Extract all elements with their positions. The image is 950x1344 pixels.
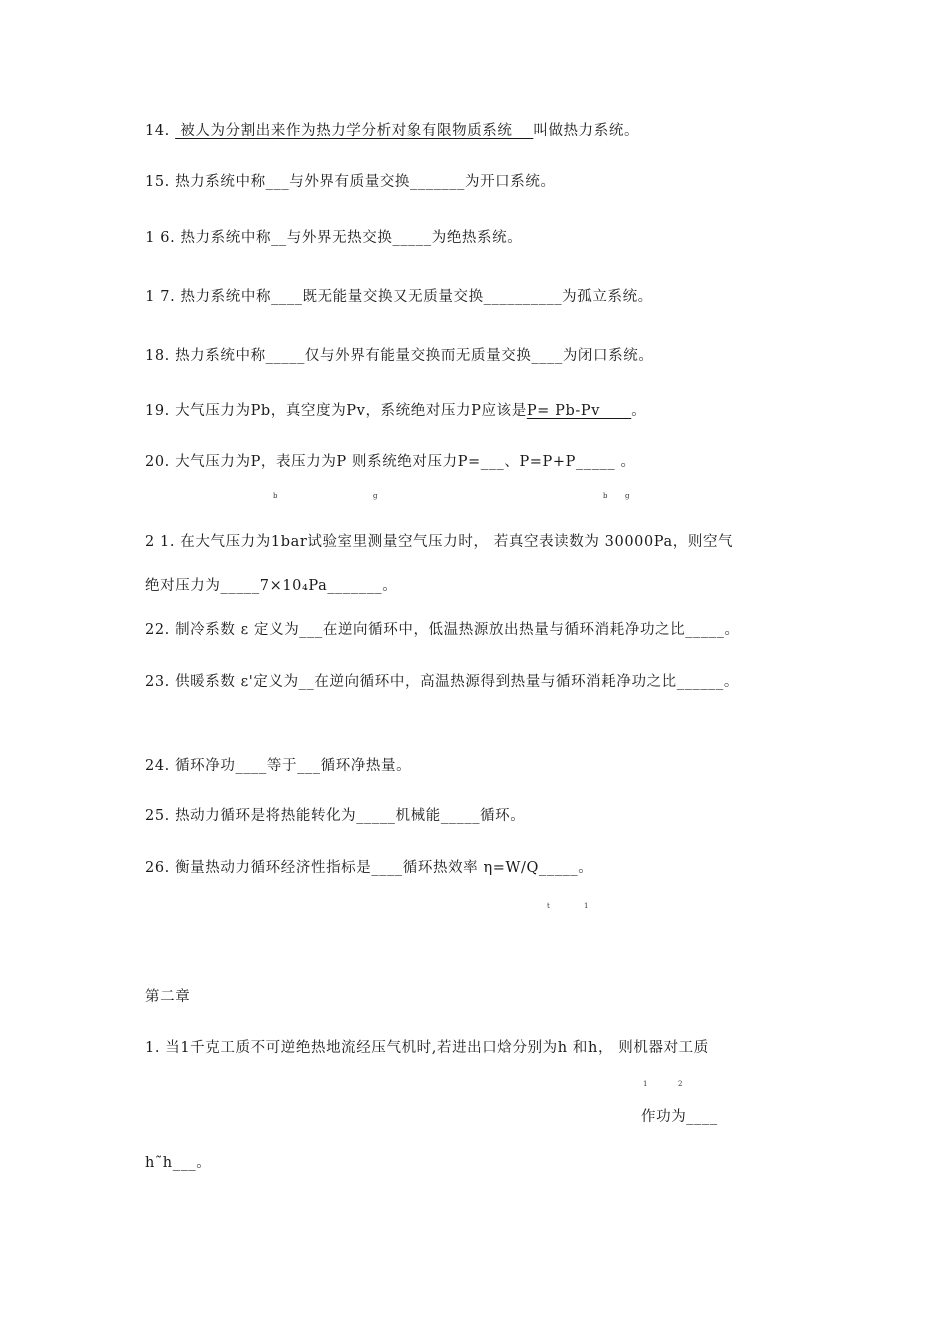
- ch2-question-1-line-2: 作功为____: [641, 1109, 718, 1125]
- question-number: 14.: [145, 123, 170, 139]
- question-25: 25. 热动力循环是将热能转化为_____机械能_____循环。: [145, 808, 526, 824]
- subscript: b: [273, 492, 278, 500]
- question-22: 22. 制冷系数 ε 定义为___在逆向循环中，低温热源放出热量与循环消耗净功之比_____。: [145, 622, 740, 638]
- question-end: 。: [631, 403, 647, 419]
- question-26: 26. 衡量热动力循环经济性指标是____循环热效率 η=W/Q_____。: [145, 860, 594, 876]
- question-16: 1 6. 热力系统中称__与外界无热交换_____为绝热系统。: [140, 230, 523, 246]
- question-19: [145, 401, 646, 421]
- question-14: [145, 121, 639, 141]
- question-23: 23. 供暖系数 ε'定义为__在逆向循环中，高温热源得到热量与循环消耗净功之比______。: [145, 674, 739, 690]
- question-21-line-1: 2 1. 在大气压力为1bar试验室里测量空气压力时， 若真空表读数为 30000Pa，则空气: [145, 534, 734, 550]
- subscript: g: [625, 492, 630, 500]
- subscript: 1: [643, 1080, 648, 1088]
- subscript: 2: [678, 1080, 683, 1088]
- subscript: 1: [584, 902, 589, 910]
- subscript: b: [603, 492, 608, 500]
- question-15: 15. 热力系统中称___与外界有质量交换_______为开口系统。: [145, 174, 556, 190]
- question-text: 19. 大气压力为Pb，真空度为Pv，系统绝对压力P应该是: [145, 403, 527, 419]
- ch2-question-1-line-1: 1. 当1千克工质不可逆绝热地流经压气机时,若进出口焓分别为h 和h， 则机器对工质: [145, 1040, 709, 1056]
- question-17: 1 7. 热力系统中称____既无能量交换又无质量交换__________为孤立系统。: [140, 289, 653, 305]
- chapter-heading: 第二章: [145, 989, 191, 1005]
- question-20: 20. 大气压力为P，表压力为P 则系统绝对压力P=___、P=P+P_____ 。: [145, 454, 636, 470]
- question-24: 24. 循环净功____等于___循环净热量。: [145, 758, 412, 774]
- answer-underlined: 被人为分割出来作为热力学分析对象有限物质系统: [175, 123, 534, 139]
- question-tail: 叫做热力系统。: [533, 123, 640, 139]
- question-18: 18. 热力系统中称_____仅与外界有能量交换而无质量交换____为闭口系统。: [145, 348, 654, 364]
- answer-underlined: P= Pb-Pv: [526, 403, 632, 419]
- question-21-line-2: 绝对压力为_____7×10₄Pa_______。: [145, 578, 398, 594]
- ch2-question-1-line-3: h˜h___。: [145, 1155, 212, 1171]
- subscript: g: [373, 492, 378, 500]
- subscript: t: [547, 902, 550, 910]
